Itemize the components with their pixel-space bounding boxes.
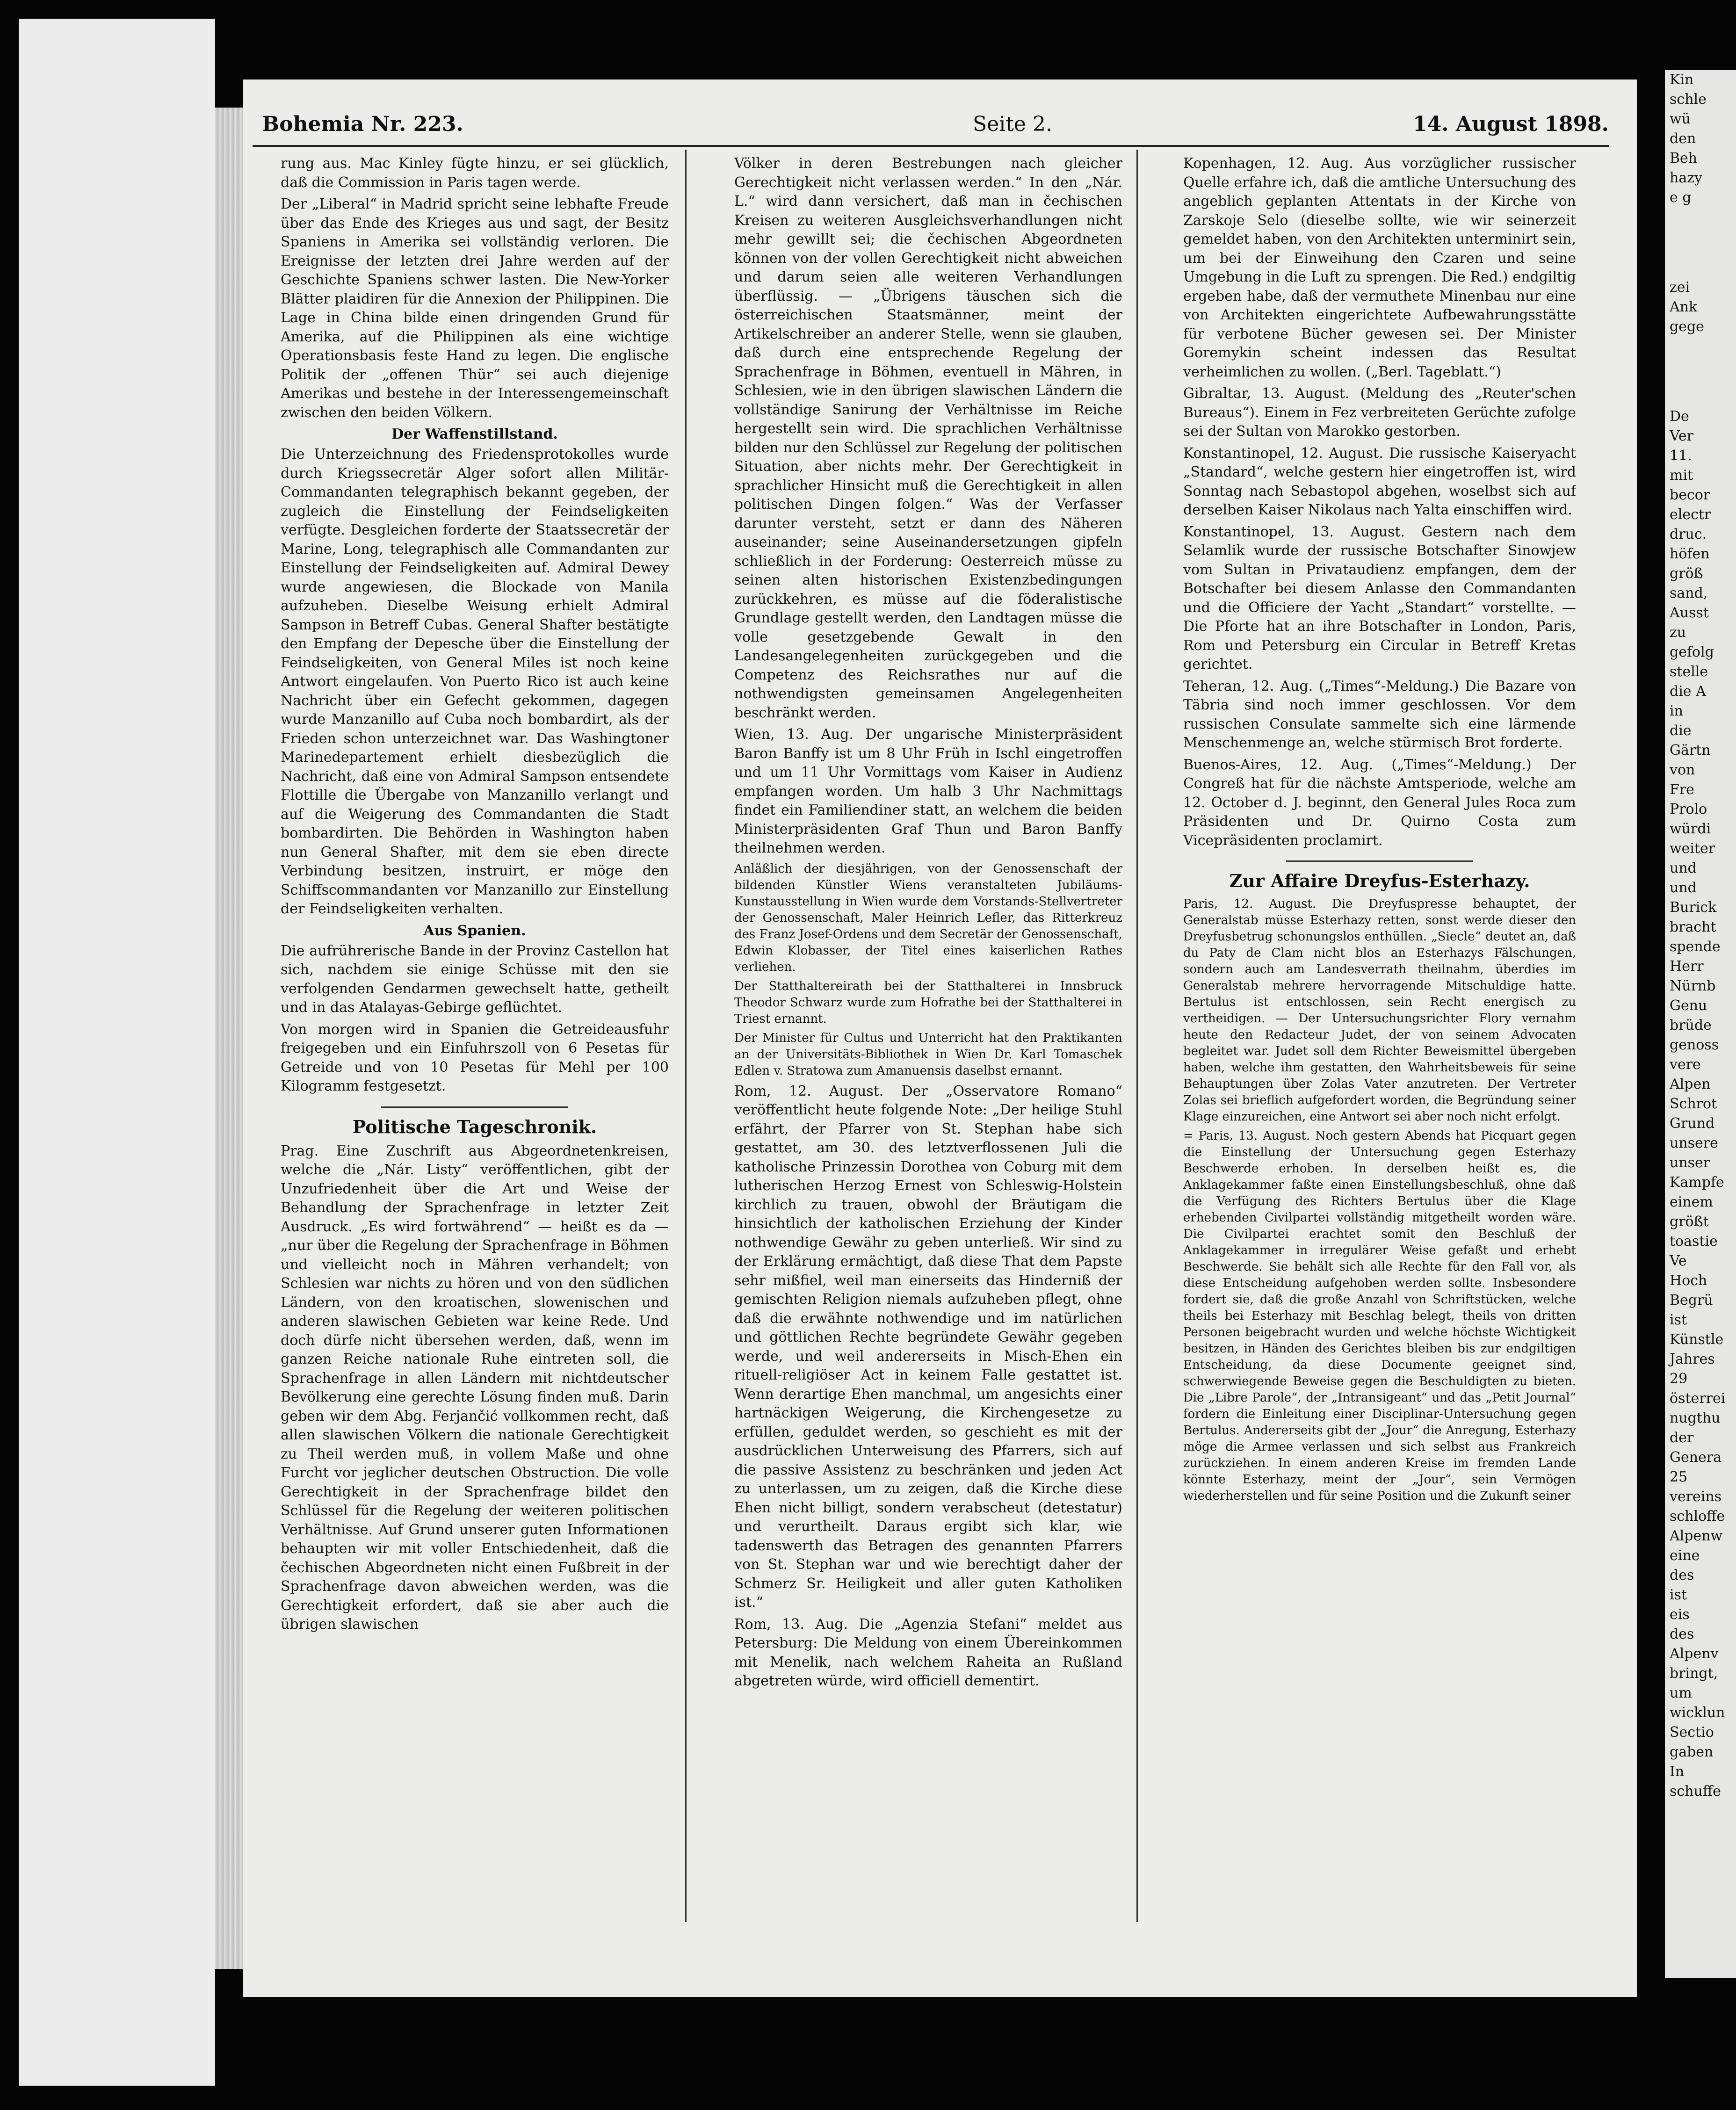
fragment-line: Schrot [1670,1096,1717,1112]
fragment-line: größ [1670,565,1703,582]
fragment-line: schle [1670,91,1707,108]
article-paragraph: rung aus. Mac Kinley fügte hinzu, er sei glücklich, daß die Commission in Paris tagen werde. [281,155,669,191]
article-paragraph: Der Statthaltereirath bei der Statthalterei in Innsbruck Theodor Schwarz wurde zum Hofrathe bei der Statthalterei in Triest ernannt. [734,979,1122,1026]
article-paragraph: Rom, 12. August. Der „Osservatore Romano“ veröffentlicht heute folgende Note: „Der heilige Stuhl erfährt, der Pfarrer von St. Stephan habe sich gestattet, am 30. des letztverflossenen Juli die katholische Prinzessin Dorothea von Coburg mit dem lutherischen Herzog Ernest von Schleswig-Holstein kirchlich zu trauen, obwohl der Bräutigam die hinsichtlich der katholischen Erziehung der Kinder nothwendige Gewähr zu geben unterließ. Wir sind zu der Erklärung ermächtigt, daß diese That dem Papste sehr mißfiel, weil man einerseits das Hinderniß der gemischten Religion niemals aufzuheben pflegt, ohne daß die erwähnte nothwendige und im natürlichen und göttlichen Rechte begründete Gewähr gegeben werde, und weil andererseits in Misch-Ehen ein rituell-religiöser Act in keinem Falle gestattet ist. Wenn derartige Ehen manchmal, um angesichts einer hartnäckigen Weigerung, die Kirchengesetze zu erfüllen, geduldet werden, so geschieht es mit der ausdrücklichen Unterweisung des Pfarrers, sich auf die passive Assistenz zu beschränken und jeden Act zu unterlassen, um zu zeigen, daß die Kirche diese Ehen nicht billigt, sondern verabscheut (detestatur) und verurtheilt. Daraus ergibt sich klar, wie tadenswerth das Betragen des genannten Pfarrers von St. Stephan war und wie berechtigt daher der Schmerz Sr. Heiligkeit und aller guten Katholiken ist.“ [734,1083,1122,1611]
fragment-line: hazy [1670,170,1702,186]
fragment-line: Ve [1670,1253,1687,1269]
column-divider-1 [685,150,687,1922]
fragment-line: die A [1670,683,1706,700]
section-separator [381,1106,568,1108]
fragment-line: Grund [1670,1115,1715,1132]
article-paragraph: Buenos-Aires, 12. Aug. („Times“-Meldung.) Der Congreß hat für die nächste Amtsperiode, welche am 12. October d. J. beginnt, den General Jules Roca zum Präsidenten und Dr. Quirno Costa zum Vicepräsidenten proclamirt. [1183,756,1576,849]
fragment-line: schloffe [1670,1508,1725,1525]
fragment-line: De [1670,408,1689,425]
fragment-line: Alpenw [1670,1528,1723,1544]
article-paragraph: Teheran, 12. Aug. („Times“-Meldung.) Die Bazare von Täbria sind noch immer geschlossen. Vor dem russischen Consulate sammelte sich eine lärmende Menschenmenge an, welche stürmisch Brot forderte. [1183,678,1576,751]
fragment-line: Nürnb [1670,978,1716,994]
article-paragraph: Gibraltar, 13. August. (Meldung des „Reuter'schen Bureaus“). Einem in Fez verbreiteten Gerüchte zufolge sei der Sultan von Marokko gestorben. [1183,385,1576,440]
section-heading: Der Waffenstillstand. [391,426,558,442]
fragment-line: spende [1670,939,1721,955]
column-divider-2 [1136,150,1138,1922]
fragment-line: in [1670,703,1683,719]
fragment-line: brüde [1670,1017,1712,1033]
fragment-line [1665,337,1736,407]
fragment-line: stelle [1670,664,1708,680]
fragment-line: genoss [1670,1037,1719,1053]
fragment-line: ist [1670,1312,1687,1328]
article-paragraph: Wien, 13. Aug. Der ungarische Ministerpräsident Baron Banffy ist um 8 Uhr Früh in Ischl eingetroffen und um 11 Uhr Vormittags vom Kaiser in Audienz empfangen worden. Um halb 3 Uhr Nachmittags findet ein Familiendiner statt, an welchem die beiden Ministerpräsidenten Graf Thun und Baron Banffy theilnehmen werden. [734,726,1122,856]
fragment-line: von [1670,762,1695,778]
column-2 [734,154,1122,1927]
fragment-line: und [1670,880,1697,896]
fragment-line: eine [1670,1547,1700,1564]
article-paragraph: Paris, 12. August. Die Dreyfuspresse behauptet, der Generalstab müsse Esterhazy retten, sonst werde dieser den Dreyfusbetrug schonungslos enthüllen. „Siecle“ deutet an, daß du Paty de Clam nicht blos an Esterhazys Fälschungen, sondern auch am Landesverrath theilnahm, überdies im Generalstab mehrere hervorragende Mitschuldige hatte. Bertulus ist entschlossen, sein Recht energisch zu vertheidigen. — Der Untersuchungsrichter Flory vernahm heute den Redacteur Judet, der von seinem Advocaten begleitet war. Judet soll dem Richter Beweismittel übergeben haben, welche ihm gestatten, den Wahrheitsbeweis für seine Behauptungen über Zolas Vater anzutreten. Der Vertreter Zolas sei brieflich aufgefordert worden, die Begründung seiner Klage einzureichen, eine Antwort sei aber noch nicht erfolgt. [1183,897,1576,1124]
fragment-line: zei [1670,279,1690,296]
section-separator [1286,860,1473,862]
fragment-line: druc. [1670,526,1707,542]
section-title: Politische Tageschronik. [352,1116,597,1137]
fragment-line: nugthu [1670,1410,1721,1426]
fragment-line: um [1670,1685,1692,1701]
article-paragraph: Anläßlich der diesjährigen, von der Genossenschaft der bildenden Künstler Wiens veranstalteten Jubiläums-Kunstausstellung in Wien wurde dem Vorstands-Stellvertreter der Genossenschaft, Maler Heinrich Lefler, das Ritterkreuz des Franz Josef-Ordens und dem Secretär der Genossenschaft, Edwin Klobasser, der Titel eines kaiserlichen Rathes verliehen. [734,861,1122,974]
fragment-line: bracht [1670,919,1716,935]
fragment-line: Hoch [1670,1272,1707,1289]
fragment-line: des [1670,1626,1694,1642]
fragment-line: electr [1670,506,1711,523]
fragment-line: des [1670,1567,1694,1583]
fragment-line: bringt, [1670,1665,1718,1682]
fragment-line: Herr [1670,958,1704,975]
article-paragraph: Die Unterzeichnung des Friedensprotokolles wurde durch Kriegssecretär Alger sofort allen Militär-Commandanten telegraphisch bekannt gegeben, der zugleich die Einstellung der Feindseligkeiten verfügte. Desgleichen forderte der Staatssecretär der Marine, Long, telegraphisch alle Commandanten zur Einstellung der Feindseligkeiten auf. Admiral Dewey wurde angewiesen, die Blockade von Manila aufzuheben. Dieselbe Weisung erhielt Admiral Sampson in Betreff Cubas. General Shafter bestätigte den Empfang der Depesche über die Einstellung der Feindseligkeiten, von General Miles ist noch keine Antwort eingelaufen. Von Puerto Rico ist auch keine Nachricht über ein Gefecht gekommen, dagegen wurde Manzanillo auf Cuba noch bombardirt, als der Frieden schon unterzeichnet war. Das Washingtoner Marinedepartement erhielt diesbezüglich die Nachricht, daß eine von Admiral Sampson entsendete Flottille die Übergabe von Manzanillo verlangt und auf die Weigerung des Commandanten die Stadt bombardirten. Die Behörden in Washington haben nun General Shafter, mit dem sie eben directe Verbindung besitzen, instruirt, er möge den Schiffscommandanten vor Manzanillo zur Einstellung der Feindseligkeiten verhalten. [281,446,669,917]
article-paragraph: Kopenhagen, 12. Aug. Aus vorzüglicher russischer Quelle erfahre ich, daß die amtliche Untersuchung des angeblich geplanten Attentats in der Kirche von Zarskoje Selo (dieselbe sollte, wie wir seinerzeit gemeldet haben, von den Architekten unterminirt sein, um bei der Einweihung den Czaren und seine Umgebung in die Luft zu sprengen. Die Red.) endgiltig ergeben habe, daß der vermuthete Minenbau nur eine von Architekten eingerichtete Aufbewahrungsstätte für verbotene Bücher gewesen sei. Der Minister Goremykin scheint indessen das Resultat verheimlichen zu wollen. („Berl. Tageblatt.“) [1183,155,1576,380]
fragment-line: gefolg [1670,644,1714,660]
fragment-line: Sectio [1670,1724,1714,1741]
header-masthead: Bohemia Nr. 223. [262,112,463,136]
fragment-line: Genu [1670,997,1707,1014]
article-paragraph: Konstantinopel, 12. August. Die russische Kaiseryacht „Standard“, welche gestern hier eingetroffen ist, wird Sonntag nach Sebastopol abgehen, woselbst sich auf derselben Kaiser Nikolaus nach Yalta einschiffen wird. [1183,445,1576,518]
fragment-line: 29 [1670,1371,1688,1387]
fragment-line: Ver [1670,428,1694,444]
fragment-line: die [1670,723,1692,739]
fragment-line: Künstle [1670,1331,1724,1348]
page-header [243,112,1637,145]
fragment-line: vere [1670,1056,1701,1073]
header-date: 14. August 1898. [1413,112,1609,136]
fragment-line: 25 [1670,1469,1688,1485]
fragment-line: Ank [1670,299,1698,315]
fragment-line: Kampfe [1670,1174,1724,1191]
article-paragraph: Prag. Eine Zuschrift aus Abgeordnetenkreisen, welche die „Nár. Listy“ veröffentlichen, gibt der Unzufriedenheit über die Art und Weise der Behandlung der Sprachenfrage in letzter Zeit Ausdruck. „Es wird fortwährend“ — heißt es da — „nur über die Regelung der Sprachenfrage in Böhmen und vielleicht noch in Mähren verhandelt; von Schlesien war nichts zu hören und von den südlichen Ländern, von den kroatischen, slowenischen und anderen slawischen Gebieten war keine Rede. Und doch dürfe nicht übersehen werden, daß, wenn im ganzen Reiche nationale Ruhe eintreten soll, die Sprachenfrage in allen Ländern mit nichtdeutscher Bevölkerung eine gerechte Lösung finden muß. Darin geben wir dem Abg. Ferjančić vollkommen recht, daß allen slawischen Völkern die nationale Gerechtigkeit zu Theil werden muß, in vollem Maße und ohne Furcht vor jeglicher deutschen Obstruction. Die volle Gerechtigkeit in der Sprachenfrage bildet den Schlüssel für die Regelung der weiteren politischen Verhältnisse. Auf Grund unserer guten Informationen behaupten wir mit voller Entschiedenheit, daß die čechischen Abgeordneten nicht einen Fußbreit in der Sprachenfrage davon abweichen werden, was die Gerechtigkeit erfordert, daß sie aber auch die übrigen slawischen [281,1142,669,1633]
section-heading: Aus Spanien. [423,922,526,939]
adjacent-page-fragment [1665,70,1736,1978]
section-title: Zur Affaire Dreyfus-Esterhazy. [1229,870,1530,891]
column-1 [281,154,669,1927]
fragment-line: ist [1670,1587,1687,1603]
fragment-line: Fre [1670,781,1694,798]
fragment-line: In [1670,1763,1685,1780]
fragment-line: größt [1670,1214,1709,1230]
fragment-line: Alpenv [1670,1646,1719,1662]
fragment-line [1665,208,1736,278]
article-paragraph: = Paris, 13. August. Noch gestern Abends hat Picquart gegen die Einstellung der Untersuchung gegen Esterhazy Beschwerde erhoben. In derselben heißt es, die Anklagekammer faßte einen Einstellungsbeschluß, ohne daß die Verfügung des Richters Bertulus über die Klage erhebenden Civilpartei vollständig mitgetheilt worden wäre. Die Civilpartei erachtet somit den Beschluß der Anklagekammer in irregulärer Weise gefaßt und erhebt Beschwerde. Sie behält sich alle Rechte für den Fall vor, als diese Entscheidung aufgehoben werden sollte. Insbesondere fordert sie, daß die große Anzahl von Schriftstücken, welche theils bei Esterhazy mit Beschlag belegt, theils von dritten Personen beigebracht wurden und welche höchste Wichtigkeit besitzen, in Händen des Gerichtes bleiben bis zur endgiltigen Entscheidung, da diese Documente geeignet sind, schwerwiegende Beweise gegen die Beschuldigten zu bieten. Die „Libre Parole“, der „Intransigeant“ und das „Petit Journal“ fordern die Einleitung einer Disciplinar-Untersuchung gegen Bertulus. Andererseits gibt der „Jour“ die Anregung, Esterhazy möge die Armee verlassen und sich selbst aus Frankreich zurückziehen. In einem anderen Kreise im fremden Lande könnte Esterhazy, meint der „Jour“, sein Vermögen wiederherstellen und für seine Position und die Zukunft seiner [1183,1129,1576,1503]
article-paragraph: Die aufrührerische Bande in der Provinz Castellon hat sich, nachdem sie einige Schüsse mit den sie verfolgenden Gendarmen gewechselt hatte, getheilt und in das Atalayas-Gebirge geflüchtet. [281,942,669,1016]
fragment-line: Beh [1670,150,1698,166]
fragment-line: Genera [1670,1449,1722,1466]
fragment-line: toastie [1670,1233,1718,1250]
header-rule [253,145,1609,147]
fragment-line: wicklun [1670,1705,1725,1721]
fragment-line: österrei [1670,1390,1726,1407]
fragment-line: Ausst [1670,605,1709,621]
header-page-number: Seite 2. [973,112,1052,136]
fragment-line: becor [1670,487,1710,503]
article-paragraph: Konstantinopel, 13. August. Gestern nach dem Selamlik wurde der russische Botschafter Sinowjew vom Sultan in Privataudienz empfangen, dem der Botschafter bei diesem Anlasse den Commandanten und die Officiere der Yacht „Standart“ vorstellte. — Die Pforte hat an ihre Botschafter in London, Paris, Rom und Petersburg ein Circular in Betreff Kretas gerichtet. [1183,523,1576,672]
fragment-line: wü [1670,111,1691,127]
fragment-line: gaben [1670,1744,1714,1760]
fragment-line: Begrü [1670,1292,1713,1308]
fragment-line: vereins [1670,1489,1722,1505]
fragment-line: unser [1670,1155,1710,1171]
newspaper-page [243,79,1637,1997]
column-3 [1183,154,1576,1927]
fragment-line: 11. [1670,448,1692,464]
fragment-line: Burick [1670,899,1717,916]
fragment-line: unsere [1670,1135,1718,1151]
fragment-line: der [1670,1430,1694,1446]
fragment-line: Jahres [1670,1351,1715,1367]
article-paragraph: Rom, 13. Aug. Die „Agenzia Stefani“ meldet aus Petersburg: Die Meldung von einem Übereinkommen mit Menelik, nach welchem Raheita an Rußland abgetreten würde, wird officiell dementirt. [734,1616,1122,1689]
fragment-line: sand, [1670,585,1708,601]
article-paragraph: Der Minister für Cultus und Unterricht hat den Praktikanten an der Universitäts-Bibliothek in Wien Dr. Karl Tomaschek Edlen v. Stratowa zum Amanuensis daselbst ernannt. [734,1031,1122,1078]
fragment-line: mit [1670,467,1693,484]
fragment-line: Alpen [1670,1076,1711,1092]
fragment-line: zu [1670,624,1686,641]
fragment-line: höfen [1670,546,1710,562]
fragment-line: Prolo [1670,801,1707,817]
fragment-line: weiter [1670,840,1715,857]
fragment-line: einem [1670,1194,1713,1210]
fragment-line: Kin [1670,72,1694,88]
article-paragraph: Völker in deren Bestrebungen nach gleicher Gerechtigkeit nicht verlassen werden.“ In den „Nár. L.“ wird dann versichert, daß man in čechischen Kreisen zu weiteren Ausgleichsverhandlungen nicht mehr gewillt sei; die čechischen Abgeordneten können von der vollen Gerechtigkeit nicht abweichen und darum seien alle weiteren Verhandlungen überflüssig. — „Übrigens täuschen sich die österreichischen Staatsmänner, meint der Artikelschreiber an anderer Stelle, wenn sie glauben, daß durch eine entsprechende Regelung der Sprachenfrage in Böhmen, eventuell in Mähren, in Schlesien, wie in den übrigen slawischen Ländern die vollständige Sanirung der Verhältnisse im Reiche hergestellt sein wird. Die sprachlichen Verhältnisse bilden nur den Schlüssel zur Regelung der politischen Situation, aber nichts mehr. Der Gerechtigkeit in sprachlicher Hinsicht muß die Gerechtigkeit in allen politischen Dingen folgen.“ Was der Verfasser darunter versteht, setzt er dann des Näheren auseinander; seine Auseinandersetzungen gipfeln schließlich in der Forderung: Oesterreich müsse zu seinen alten historischen Existenzbedingungen zurückkehren, es müsse auf die föderalistische Grundlage gestellt werden, den Landtagen müsse die volle gesetzgebende Gewalt in den Landesangelegenheiten zurückgegeben und die Competenz des Reichsrathes nur auf die nothwendigsten gemeinsamen Angelegenheiten beschränkt werden. [734,155,1122,721]
fragment-line: e g [1670,189,1692,206]
fragment-line: Gärtn [1670,742,1711,759]
fragment-line: gege [1670,318,1704,335]
scanner-frame [19,19,215,2086]
article-paragraph: Der „Liberal“ in Madrid spricht seine lebhafte Freude über das Ende des Krieges aus und sagt, der Besitz Spaniens in Amerika sei vollständig verloren. Die Ereignisse der letzten drei Jahre werden auf der Geschichte Spaniens schwer lasten. Die New-Yorker Blätter plaidiren für die Annexion der Philippinen. Die Lage in China bilde einen dringenden Grund für Amerika, auf die Philippinen als eine wichtige Operationsbasis feste Hand zu legen. Die englische Politik der „offenen Thür“ sei auch diejenige Amerikas und bestehe in der Interessengemeinschaft zwischen den beiden Völkern. [281,196,669,421]
fragment-line: eis [1670,1606,1690,1623]
fragment-line: und [1670,860,1697,876]
fragment-line: den [1670,130,1696,147]
article-paragraph: Von morgen wird in Spanien die Getreideausfuhr freigegeben und ein Einfuhrszoll von 6 Pesetas für Getreide und von 10 Pesetas für Mehl per 100 Kilogramm festgesetzt. [281,1021,669,1094]
fragment-line: würdi [1670,821,1711,837]
fragment-line: schuffe [1670,1783,1721,1799]
